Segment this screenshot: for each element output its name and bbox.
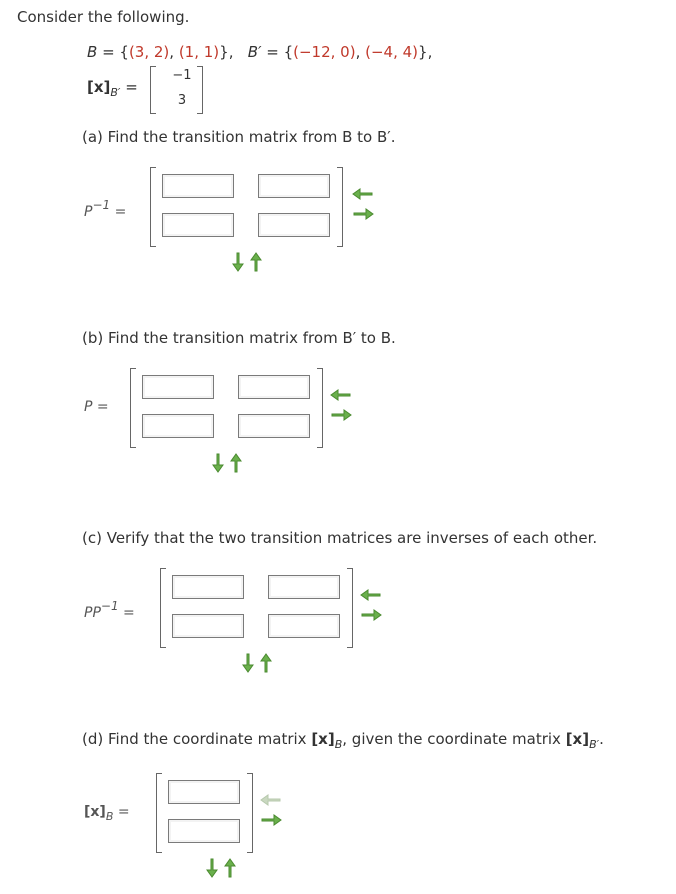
part-b-column-arrows xyxy=(330,387,352,423)
bp-label: B′ xyxy=(247,43,262,61)
b-vec-2: (1, 1) xyxy=(178,43,220,61)
add-row-arrow-icon[interactable] xyxy=(213,454,223,472)
remove-row-arrow-icon[interactable] xyxy=(261,654,271,672)
part-d-question: (d) Find the coordinate matrix $[x]_B$, given the coordinate matrix $[x]_{B'}$. xyxy=(82,730,604,751)
remove-row-arrow-icon[interactable] xyxy=(225,859,235,877)
part-d-bracket-left xyxy=(156,773,162,853)
part-c-cell-11[interactable] xyxy=(172,575,244,599)
part-c-bracket-left xyxy=(160,568,166,648)
part-c-bracket-right xyxy=(347,568,353,648)
part-a-bracket-right xyxy=(337,167,343,247)
remove-column-arrow-icon[interactable] xyxy=(331,390,350,400)
part-d-lhs: $[x]_B$ = xyxy=(84,804,130,823)
xbp-bracket-left xyxy=(150,66,156,114)
intro-text: Consider the following. xyxy=(17,8,190,26)
bp-vec-1: (−12, 0) xyxy=(293,43,356,61)
part-b-lhs: P = xyxy=(84,399,109,415)
add-column-arrow-icon[interactable] xyxy=(262,815,281,825)
remove-column-arrow-icon[interactable] xyxy=(353,189,372,199)
bp-vec-2: (−4, 4) xyxy=(365,43,419,61)
part-a-column-arrows xyxy=(352,186,374,222)
remove-row-arrow-icon[interactable] xyxy=(231,454,241,472)
part-c-row-arrows xyxy=(240,652,274,674)
part-b-cell-12[interactable] xyxy=(238,375,310,399)
part-d-cell-2[interactable] xyxy=(168,819,240,843)
part-a-cell-12[interactable] xyxy=(258,174,330,198)
add-column-arrow-icon[interactable] xyxy=(354,209,373,219)
part-d-cell-1[interactable] xyxy=(168,780,240,804)
part-b-bracket-right xyxy=(317,368,323,448)
xbp-bracket-right xyxy=(197,66,203,114)
part-b-cell-11[interactable] xyxy=(142,375,214,399)
part-a-row-arrows xyxy=(230,251,264,273)
part-c-question: (c) Verify that the two transition matrices are inverses of each other. xyxy=(82,529,598,547)
add-column-arrow-icon[interactable] xyxy=(362,610,381,620)
part-d-bracket-right xyxy=(247,773,253,853)
remove-column-arrow-icon[interactable] xyxy=(361,590,380,600)
b-label: B xyxy=(87,43,98,61)
part-b-cell-22[interactable] xyxy=(238,414,310,438)
part-b-row-arrows xyxy=(210,452,244,474)
xbp-entry-1: −1 xyxy=(172,68,192,83)
b-vec-1: (3, 2) xyxy=(128,43,170,61)
part-a-cell-21[interactable] xyxy=(162,213,234,237)
add-row-arrow-icon[interactable] xyxy=(207,859,217,877)
xbp-entry-2: 3 xyxy=(177,93,187,108)
part-d-row-arrows xyxy=(204,857,238,879)
remove-row-arrow-icon[interactable] xyxy=(251,253,261,271)
add-column-arrow-icon[interactable] xyxy=(332,410,351,420)
part-a-bracket-left xyxy=(150,167,156,247)
remove-column-arrow-disabled-icon xyxy=(261,795,280,805)
add-row-arrow-icon[interactable] xyxy=(233,253,243,271)
part-b-question: (b) Find the transition matrix from B′ to B. xyxy=(82,329,396,347)
given-sets: B = {(3, 2), (1, 1)}, B′ = {(−12, 0), (−4, 4)}, xyxy=(87,43,433,61)
part-b-bracket-left xyxy=(130,368,136,448)
part-c-column-arrows xyxy=(360,587,382,623)
add-row-arrow-icon[interactable] xyxy=(243,654,253,672)
part-a-cell-22[interactable] xyxy=(258,213,330,237)
part-b-cell-21[interactable] xyxy=(142,414,214,438)
part-c-cell-22[interactable] xyxy=(268,614,340,638)
part-c-cell-21[interactable] xyxy=(172,614,244,638)
part-c-lhs: PP−1 = xyxy=(84,599,135,621)
part-a-cell-11[interactable] xyxy=(162,174,234,198)
part-a-lhs: P−1 = xyxy=(84,198,127,220)
part-c-cell-12[interactable] xyxy=(268,575,340,599)
part-d-column-arrows xyxy=(260,792,282,828)
part-a-question: (a) Find the transition matrix from B to B′. xyxy=(82,128,396,146)
xbp-label: $[x]_{B'}$ = xyxy=(87,78,138,99)
